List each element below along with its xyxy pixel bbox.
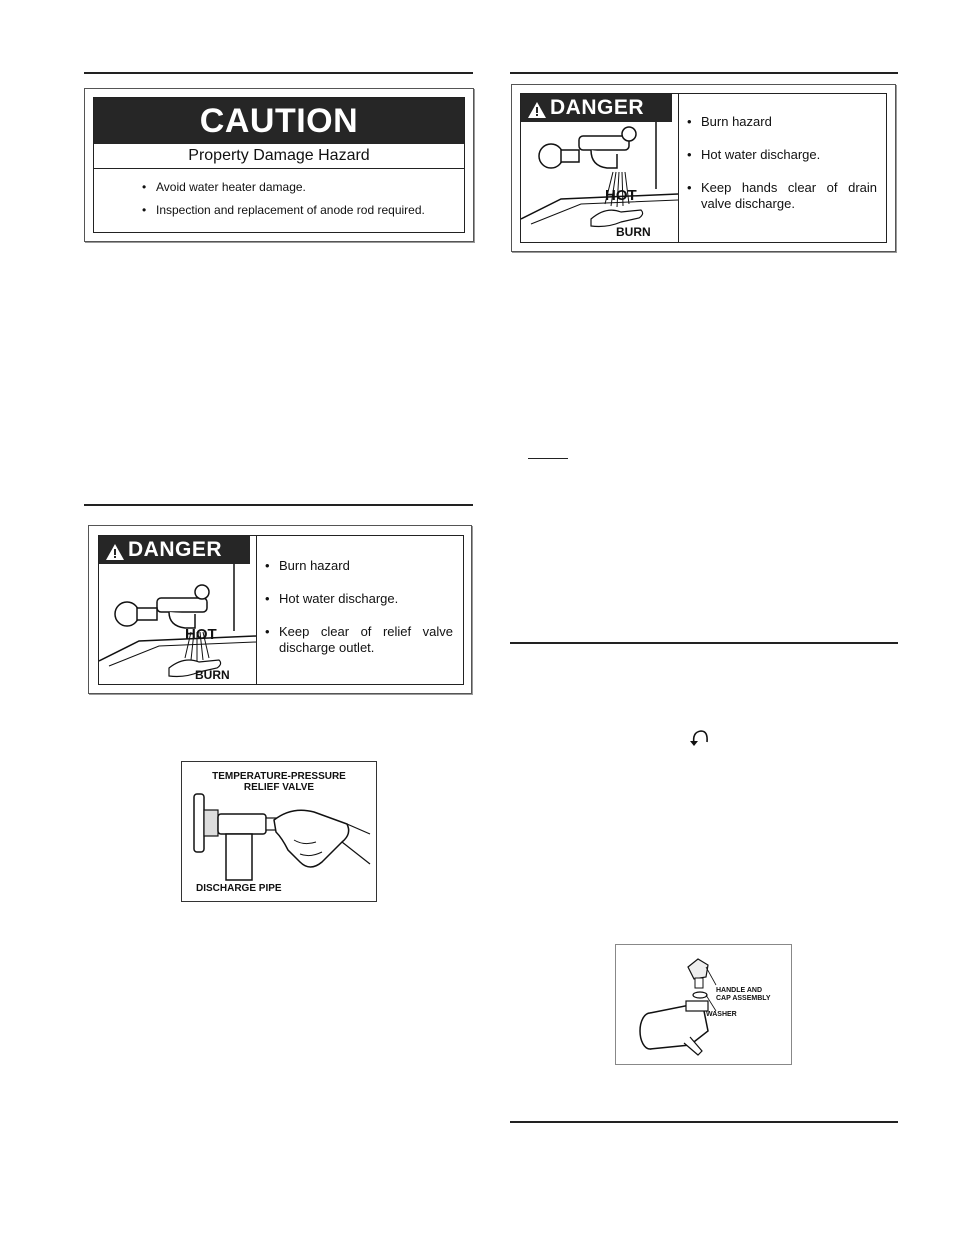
danger-bullet: • Keep clear of relief valve discharge outlet. <box>265 624 453 656</box>
danger-bullet: • Keep hands clear of drain valve discharge. <box>687 180 877 212</box>
caution-label-frame <box>93 97 465 233</box>
danger-label-drain-frame <box>520 93 887 243</box>
danger-bullet: • Hot water discharge. <box>265 591 453 607</box>
danger-heading-bar <box>521 94 672 122</box>
section-rule-right-bottom <box>510 1121 898 1123</box>
danger-bullet: • Burn hazard <box>687 114 877 130</box>
washer-label: WASHER <box>706 1011 737 1018</box>
danger-heading-bar <box>99 536 250 564</box>
caution-bullet: • Inspection and replacement of anode rod required. <box>142 203 425 217</box>
section-rule-right-top <box>510 72 898 74</box>
discharge-pipe-label: DISCHARGE PIPE <box>196 883 282 894</box>
caution-subheading: Property Damage Hazard <box>94 144 464 169</box>
danger-bullet-list <box>687 114 877 229</box>
danger-heading: DANGER <box>550 96 645 119</box>
danger-label-relief-frame <box>98 535 464 685</box>
drain-valve-illustration <box>616 945 791 1064</box>
danger-pictogram <box>99 536 257 684</box>
drain-valve-figure <box>615 944 792 1065</box>
hot-word: HOT <box>185 626 217 643</box>
relief-valve-figure <box>181 761 377 902</box>
danger-heading: DANGER <box>128 538 223 561</box>
caution-bullet: • Avoid water heater damage. <box>142 180 425 194</box>
caution-bullet-list <box>142 180 425 226</box>
section-rule-right-middle <box>510 642 898 644</box>
warning-triangle-icon <box>527 99 547 117</box>
hot-word: HOT <box>605 187 637 204</box>
burn-word: BURN <box>616 225 651 239</box>
danger-bullet: • Hot water discharge. <box>687 147 877 163</box>
handle-cap-label: HANDLE AND CAP ASSEMBLY <box>716 987 771 1002</box>
caution-heading: CAUTION <box>94 98 464 144</box>
section-rule-left-middle <box>84 504 473 506</box>
danger-pictogram <box>521 94 679 242</box>
section-rule-left-top <box>84 72 473 74</box>
danger-label-relief <box>88 525 472 694</box>
caution-label <box>84 88 474 242</box>
underline-mark <box>528 458 568 459</box>
warning-triangle-icon <box>105 541 125 559</box>
danger-bullet-list <box>265 558 453 673</box>
relief-valve-label: TEMPERATURE-PRESSURE RELIEF VALVE <box>212 771 346 793</box>
burn-word: BURN <box>195 668 230 682</box>
relief-valve-illustration <box>182 762 376 901</box>
danger-bullet: • Burn hazard <box>265 558 453 574</box>
danger-label-drain <box>511 84 896 252</box>
counterclockwise-arrow-icon <box>690 728 710 746</box>
